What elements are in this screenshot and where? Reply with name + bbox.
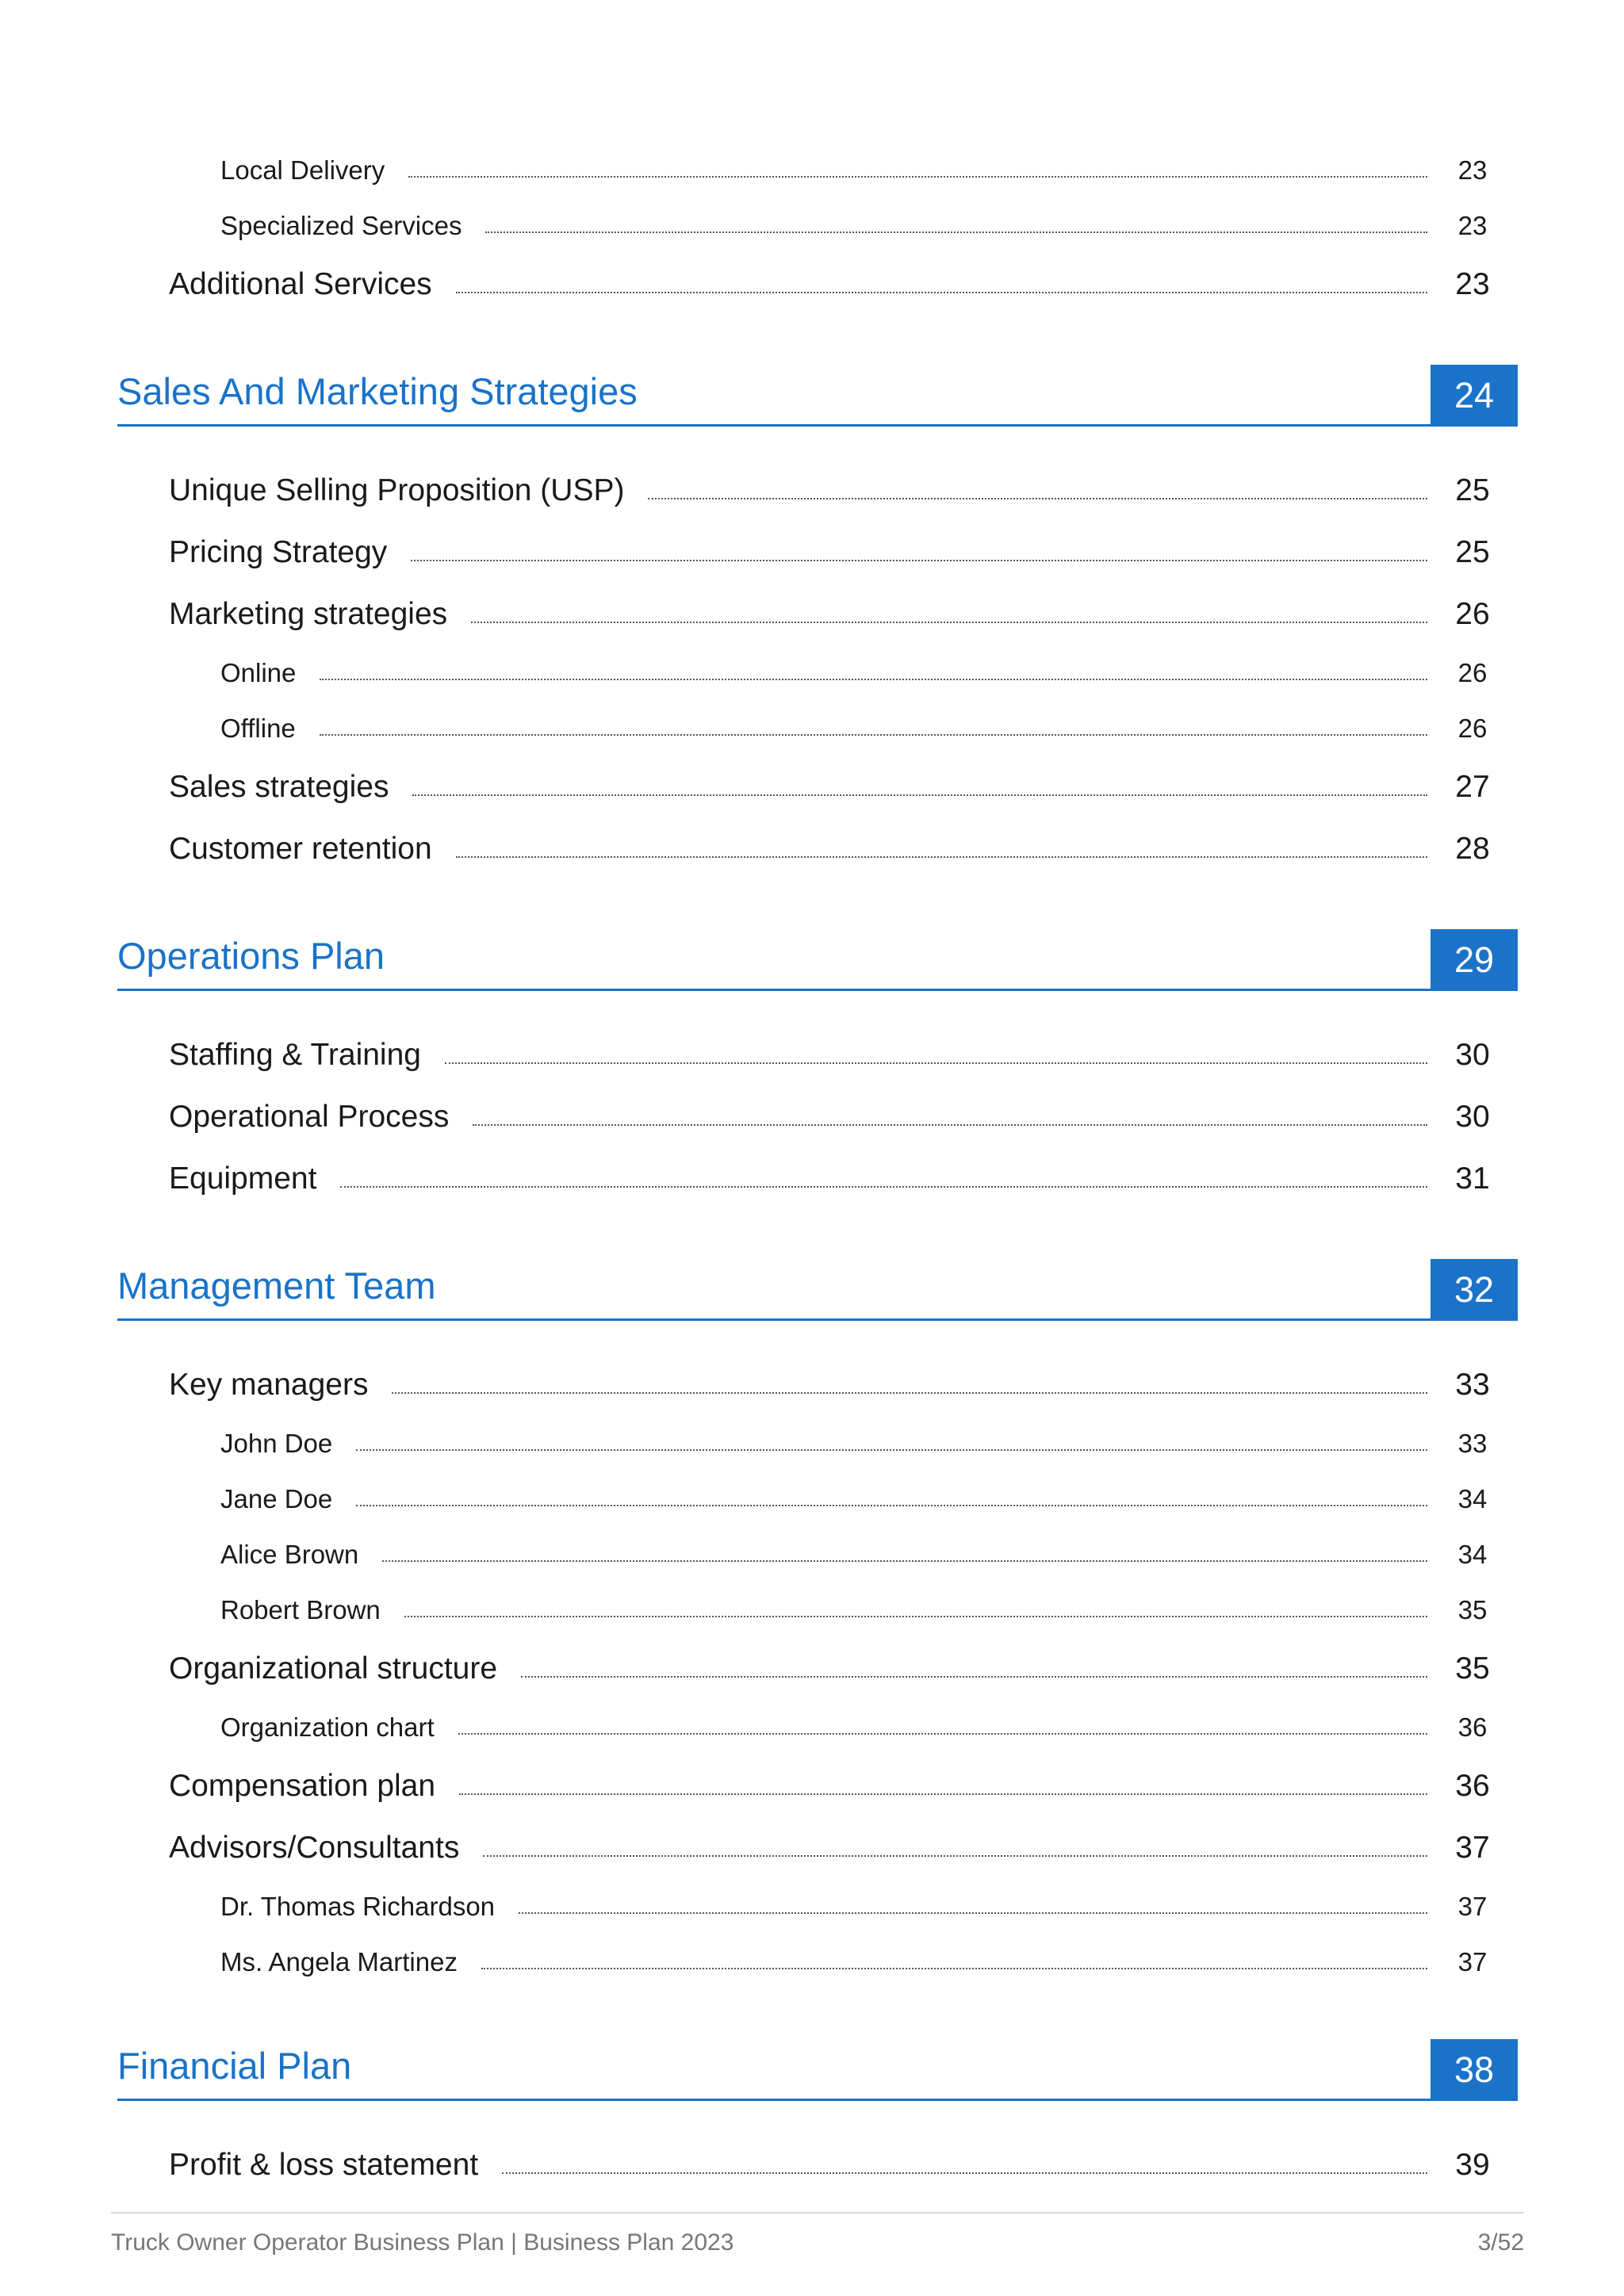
toc-entry-page-number: 23 — [1455, 267, 1490, 301]
toc-entry[interactable] — [117, 1755, 1518, 1817]
section-title: Financial Plan — [117, 2045, 352, 2087]
toc-entry-page-number: 37 — [1457, 1892, 1488, 1921]
toc-entry[interactable] — [117, 818, 1518, 880]
toc-section-header[interactable] — [117, 365, 1518, 427]
toc-entry[interactable] — [117, 1086, 1518, 1148]
toc-entry-page-number: 36 — [1455, 1769, 1490, 1803]
toc-entry-page-number: 35 — [1457, 1595, 1488, 1624]
dot-leader — [445, 1062, 1427, 1064]
dot-leader — [481, 1968, 1427, 1969]
toc-entry-page-number: 30 — [1455, 1038, 1490, 1072]
dot-leader — [519, 1912, 1427, 1914]
table-of-contents — [117, 143, 1518, 2196]
toc-entry[interactable] — [117, 1638, 1518, 1700]
toc-entry-title: Staffing & Training — [169, 1038, 421, 1072]
toc-entry-title: Operational Process — [169, 1100, 450, 1134]
toc-entry-title: Equipment — [169, 1161, 317, 1196]
section-title: Sales And Marketing Strategies — [117, 370, 638, 412]
dot-leader — [473, 1124, 1427, 1126]
toc-entry-page-number: 31 — [1455, 1161, 1490, 1196]
dot-leader — [392, 1392, 1427, 1394]
toc-entry[interactable] — [117, 645, 1518, 701]
toc-entry-title: Organization chart — [220, 1712, 435, 1742]
toc-entry-title: Alice Brown — [220, 1540, 359, 1569]
toc-entry[interactable] — [117, 701, 1518, 756]
toc-section-header[interactable] — [117, 929, 1518, 991]
toc-entry-page-number: 23 — [1457, 155, 1488, 185]
toc-entry-title: Specialized Services — [220, 211, 462, 240]
toc-entry-title: Advisors/Consultants — [169, 1831, 460, 1865]
toc-entry-page-number: 34 — [1457, 1484, 1488, 1513]
toc-entry-page-number: 39 — [1455, 2148, 1490, 2182]
footer-page-indicator: 3/52 — [1477, 2229, 1524, 2256]
dot-leader — [411, 560, 1427, 561]
dot-leader — [356, 1505, 1427, 1506]
toc-entry-page-number: 30 — [1455, 1100, 1490, 1134]
section-title: Operations Plan — [117, 935, 385, 977]
dot-leader — [648, 498, 1427, 499]
toc-entry[interactable] — [117, 1879, 1518, 1934]
dot-leader — [356, 1449, 1427, 1451]
toc-entry-title: Local Delivery — [220, 155, 385, 185]
toc-entry[interactable] — [117, 1354, 1518, 1416]
toc-entry-title: Pricing Strategy — [169, 535, 388, 569]
dot-leader — [456, 856, 1427, 858]
section-page-badge: 38 — [1431, 2039, 1518, 2101]
toc-entry-page-number: 37 — [1457, 1947, 1488, 1976]
dot-leader — [458, 1733, 1427, 1735]
toc-entry-page-number: 26 — [1457, 658, 1488, 687]
toc-entry-page-number: 35 — [1455, 1651, 1490, 1686]
toc-entry-title: Dr. Thomas Richardson — [220, 1892, 496, 1921]
toc-entry-page-number: 36 — [1457, 1712, 1488, 1742]
toc-entry[interactable] — [117, 1700, 1518, 1755]
footer-document-title: Truck Owner Operator Business Plan | Business Plan 2023 — [111, 2229, 734, 2256]
toc-entry-page-number: 27 — [1455, 770, 1490, 804]
toc-entry-title: Jane Doe — [220, 1484, 333, 1513]
section-page-badge: 32 — [1431, 1259, 1518, 1321]
dot-leader — [412, 794, 1427, 796]
dot-leader — [404, 1616, 1427, 1617]
toc-section-header[interactable] — [117, 1259, 1518, 1321]
toc-entry-page-number: 26 — [1457, 714, 1488, 743]
dot-leader — [485, 232, 1427, 233]
toc-entry-page-number: 28 — [1455, 832, 1490, 866]
toc-entry-title: Compensation plan — [169, 1769, 436, 1803]
toc-entry-page-number: 23 — [1457, 211, 1488, 240]
toc-entry-title: Sales strategies — [169, 770, 389, 804]
toc-entry[interactable] — [117, 2134, 1518, 2196]
toc-entry-title: Customer retention — [169, 832, 432, 866]
toc-entry-title: Online — [220, 658, 297, 687]
dot-leader — [483, 1855, 1427, 1857]
toc-entry[interactable] — [117, 460, 1518, 522]
toc-entry[interactable] — [117, 1471, 1518, 1527]
toc-entry-title: Offline — [220, 714, 296, 743]
toc-entry-title: Robert Brown — [220, 1595, 381, 1624]
toc-entry[interactable] — [117, 1416, 1518, 1471]
dot-leader — [320, 679, 1427, 680]
toc-entry-title: Marketing strategies — [169, 597, 448, 631]
toc-section-header[interactable] — [117, 2039, 1518, 2101]
toc-entry-page-number: 26 — [1455, 597, 1490, 631]
toc-entry[interactable] — [117, 254, 1518, 316]
toc-entry-page-number: 34 — [1457, 1540, 1488, 1569]
dot-leader — [340, 1186, 1427, 1188]
toc-entry-page-number: 25 — [1455, 535, 1490, 569]
toc-entry[interactable] — [117, 1934, 1518, 1990]
section-page-badge: 24 — [1431, 365, 1518, 427]
dot-leader — [502, 2172, 1427, 2174]
dot-leader — [382, 1560, 1427, 1562]
toc-entry[interactable] — [117, 198, 1518, 254]
toc-entry[interactable] — [117, 1148, 1518, 1210]
toc-entry[interactable] — [117, 1527, 1518, 1582]
dot-leader — [408, 176, 1427, 178]
toc-entry-title: Unique Selling Proposition (USP) — [169, 473, 625, 507]
toc-entry[interactable] — [117, 756, 1518, 818]
toc-entry-title: Additional Services — [169, 267, 432, 301]
dot-leader — [320, 734, 1427, 736]
toc-entry[interactable] — [117, 584, 1518, 645]
toc-entry-title: Key managers — [169, 1368, 369, 1402]
dot-leader — [471, 622, 1427, 623]
toc-entry[interactable] — [117, 1582, 1518, 1638]
page-footer — [111, 2212, 1524, 2256]
toc-entry-page-number: 33 — [1455, 1368, 1490, 1402]
toc-entry-page-number: 33 — [1457, 1429, 1488, 1458]
toc-entry-page-number: 37 — [1455, 1831, 1490, 1865]
toc-entry-title: John Doe — [220, 1429, 333, 1458]
toc-entry[interactable] — [117, 1817, 1518, 1879]
dot-leader — [456, 292, 1427, 293]
dot-leader — [521, 1676, 1427, 1678]
toc-entry-title: Profit & loss statement — [169, 2148, 479, 2182]
section-page-badge: 29 — [1431, 929, 1518, 991]
toc-entry-page-number: 25 — [1455, 473, 1490, 507]
toc-entry[interactable] — [117, 143, 1518, 198]
toc-entry[interactable] — [117, 1024, 1518, 1086]
section-title: Management Team — [117, 1265, 436, 1307]
toc-entry[interactable] — [117, 522, 1518, 584]
toc-entry-title: Ms. Angela Martinez — [220, 1947, 458, 1976]
dot-leader — [459, 1793, 1427, 1795]
toc-entry-title: Organizational structure — [169, 1651, 498, 1686]
